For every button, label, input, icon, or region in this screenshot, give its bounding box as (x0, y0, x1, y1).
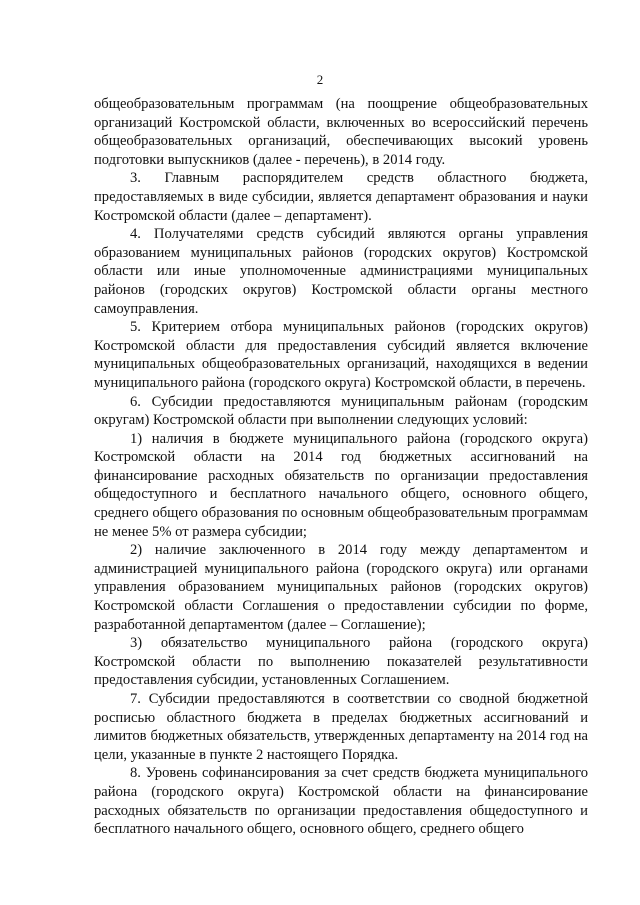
page-number: 2 (316, 72, 324, 87)
paragraph-6: 6. Субсидии предоставляются муниципальным районам (городским округам) Костромской области при выполнении следующих условий: (94, 393, 588, 429)
paragraph-7: 7. Субсидии предоставляются в соответствии со сводной бюджетной росписью областного бюджета в пределах бюджетных ассигнований и лимитов бюджетных обязательств, утвержденных департаменту на 2014 год на цели, указанные в пункте 2 настоящего Порядка. (94, 691, 588, 763)
paragraph-3: 3. Главным распорядителем средств областного бюджета, предоставляемых в виде субсидии, является департамент образования и науки Костромской области (далее – департамент). (94, 170, 588, 224)
paragraph-6-item-3: 3) обязательство муниципального района (городского округа) Костромской области по выполнению показателей результативности предоставления субсидии, установленных Соглашением. (94, 635, 588, 689)
paragraph-6-item-2: 2) наличие заключенного в 2014 году между департаментом и администрацией муниципального района (городского округа) или органами управления образованием муниципальных районов (городских округов) Костромской области Соглашения о предоставлении субсидии по форме, разработанной департаментом (далее – Соглашение); (94, 542, 588, 633)
document-body (94, 95, 588, 839)
paragraph-4: 4. Получателями средств субсидий являются органы управления образованием муниципальных районов (городских округов) Костромской области или иные уполномоченные администрациями муниципальных районов (городских округов) Костромской области органы местного самоуправления. (94, 226, 588, 317)
paragraph-continuation: общеобразовательным программам (на поощрение общеобразовательных организаций Костромской области, включенных во всероссийский перечень общеобразовательных организаций, обеспечивающих высокий уровень подготовки выпускников (далее - перечень), в 2014 году. (94, 96, 588, 168)
paragraph-8: 8. Уровень софинансирования за счет средств бюджета муниципального района (городского округа) Костромской области на финансирование расходных обязательств по организации предоставления общедоступного и бесплатного начального общего, основного общего, среднего общего (94, 765, 588, 838)
paragraph-6-item-1: 1) наличия в бюджете муниципального района (городского округа) Костромской области на 2014 год бюджетных ассигнований на финансирование расходных обязательств по организации предоставления общедоступного и бесплатного начального общего, основного общего, среднего общего образования по основным общеобразовательным программам не менее 5% от размера субсидии; (94, 430, 588, 540)
paragraph-5: 5. Критерием отбора муниципальных районов (городских округов) Костромской области для предоставления субсидий является включение муниципальных общеобразовательных организаций, находящихся в ведении муниципального района (городского округа) Костромской области, в перечень. (94, 319, 588, 391)
